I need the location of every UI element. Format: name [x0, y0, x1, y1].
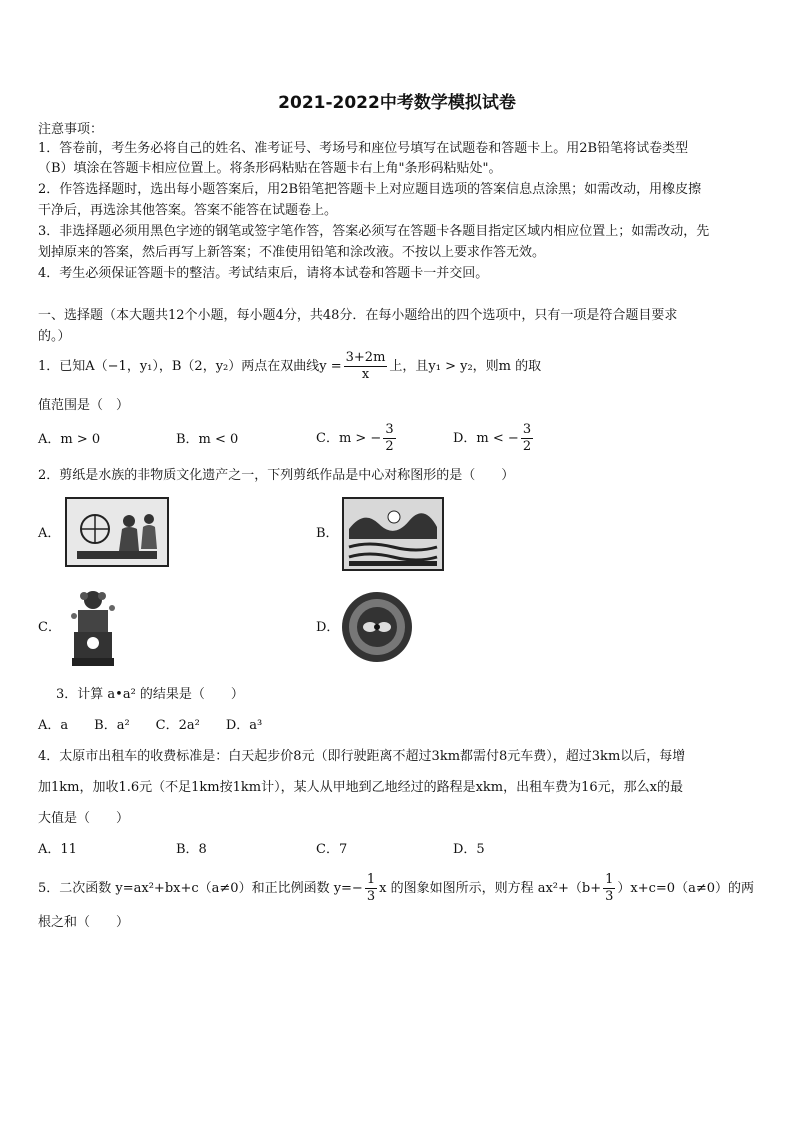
q4-option-c[interactable]: C．7 — [316, 842, 348, 857]
q5-fraction-2 — [603, 872, 615, 905]
q3-options[interactable]: A．a B．a² C．2a² D．a³ — [38, 718, 263, 733]
question-4-stem: 4．太原市出租车的收费标准是：白天起步价8元（即行驶距离不超过3km都需付8元车费），超过3km以后，每增 — [38, 749, 686, 764]
notice-line: 划掉原来的答案，然后再写上新答案；不准使用铅笔和涂改液。不按以上要求作答无效。 — [38, 245, 546, 260]
q4-option-d[interactable]: D．5 — [453, 842, 485, 857]
q5-frac1-den: 3 — [366, 889, 376, 904]
notice-line: 2．作答选择题时，选出每小题答案后，用2B铅笔把答题卡上对应题目选项的答案信息点涂黑；如需改动，用橡皮擦 — [38, 182, 702, 197]
q5-frac2-num: 1 — [605, 872, 614, 887]
q1-stem-pre: 1．已知A（−1，y₁），B（2，y₂）两点在双曲线y = — [38, 359, 342, 374]
q5-stem-post: ）x+c=0（a≠0）的两 — [617, 881, 754, 896]
notice-line: 4．考生必须保证答题卡的整洁。考试结束后，请将本试卷和答题卡一并交回。 — [38, 266, 489, 281]
papercut-image-d — [340, 590, 414, 664]
q5-frac1-num: 1 — [366, 872, 376, 887]
q4-option-a[interactable]: A．11 — [38, 842, 77, 857]
q5-fraction-1 — [365, 872, 377, 905]
papercut-image-b — [342, 497, 444, 571]
q1-option-d[interactable] — [453, 422, 535, 455]
section-heading: 一、选择题（本大题共12个小题，每小题4分，共48分．在每小题给出的四个选项中，只有一项是符合题目要求 — [38, 308, 678, 323]
q1-frac-den: x — [361, 367, 370, 382]
question-4-stem-cont: 大值是（ ） — [38, 811, 130, 826]
q1-option-a[interactable]: A．m > 0 — [38, 432, 101, 447]
question-2-stem: 2．剪纸是水族的非物质文化遗产之一，下列剪纸作品是中心对称图形的是（ ） — [38, 468, 515, 483]
notice-line: 1．答卷前，考生务必将自己的姓名、准考证号、考场号和座位号填写在试题卷和答题卡上。用2B铅笔将试卷类型 — [38, 141, 689, 156]
q5-stem-pre: 5．二次函数 y=ax²+bx+c（a≠0）和正比例函数 y=− — [38, 881, 363, 896]
q1-stem-post: 上，且y₁ > y₂，则m 的取 — [389, 359, 542, 374]
question-5-stem — [38, 872, 754, 905]
papercut-image-c — [64, 588, 122, 668]
q2-option-d[interactable]: D． — [316, 620, 340, 635]
papercut-image-a — [65, 497, 169, 567]
q5-frac2-den: 3 — [605, 889, 614, 904]
q4-option-b[interactable]: B．8 — [176, 842, 207, 857]
section-heading-cont: 的。） — [38, 329, 71, 344]
question-4-stem-cont: 加1km，加收1.6元（不足1km按1km计），某人从甲地到乙地经过的路程是xkm，出租车费为16元，那么x的最 — [38, 780, 684, 795]
q2-option-a[interactable]: A． — [38, 526, 61, 541]
page-title: 2021-2022中考数学模拟试卷 — [278, 93, 516, 113]
q1-fraction — [344, 350, 388, 383]
q1-option-d-num: 3 — [522, 422, 532, 437]
q1-option-d-den: 2 — [522, 439, 532, 454]
q1-option-d-label: D．m < − — [453, 431, 519, 446]
q2-option-c[interactable]: C． — [38, 620, 61, 635]
q1-option-c-den: 2 — [385, 439, 394, 454]
q1-option-c-label: C．m > − — [316, 431, 382, 446]
q2-option-b[interactable]: B． — [316, 526, 339, 541]
notice-line: 3．非选择题必须用黑色字迹的钢笔或签字笔作答，答案必须写在答题卡各题目指定区域内相应位置上；如需改动，先 — [38, 224, 710, 239]
q1-option-c-fraction — [383, 422, 395, 455]
q1-stem-cont: 值范围是（ ） — [38, 398, 130, 413]
question-1 — [38, 350, 541, 383]
q1-option-c[interactable] — [316, 422, 398, 455]
q1-option-c-num: 3 — [385, 422, 394, 437]
q5-stem-mid: x 的图象如图所示，则方程 ax²+（b+ — [379, 881, 602, 896]
notice-heading: 注意事项： — [38, 122, 104, 137]
q1-option-b[interactable]: B．m < 0 — [176, 432, 239, 447]
notice-line: （B）填涂在答题卡相应位置上。将条形码粘贴在答题卡右上角"条形码粘贴处"。 — [38, 161, 502, 176]
question-3-stem: 3．计算 a•a² 的结果是（ ） — [56, 687, 244, 702]
question-5-stem-cont: 根之和（ ） — [38, 915, 130, 930]
notice-line: 干净后，再选涂其他答案。答案不能答在试题卷上。 — [38, 203, 338, 218]
q1-option-d-fraction — [521, 422, 533, 455]
q1-frac-num: 3+2m — [345, 350, 386, 365]
